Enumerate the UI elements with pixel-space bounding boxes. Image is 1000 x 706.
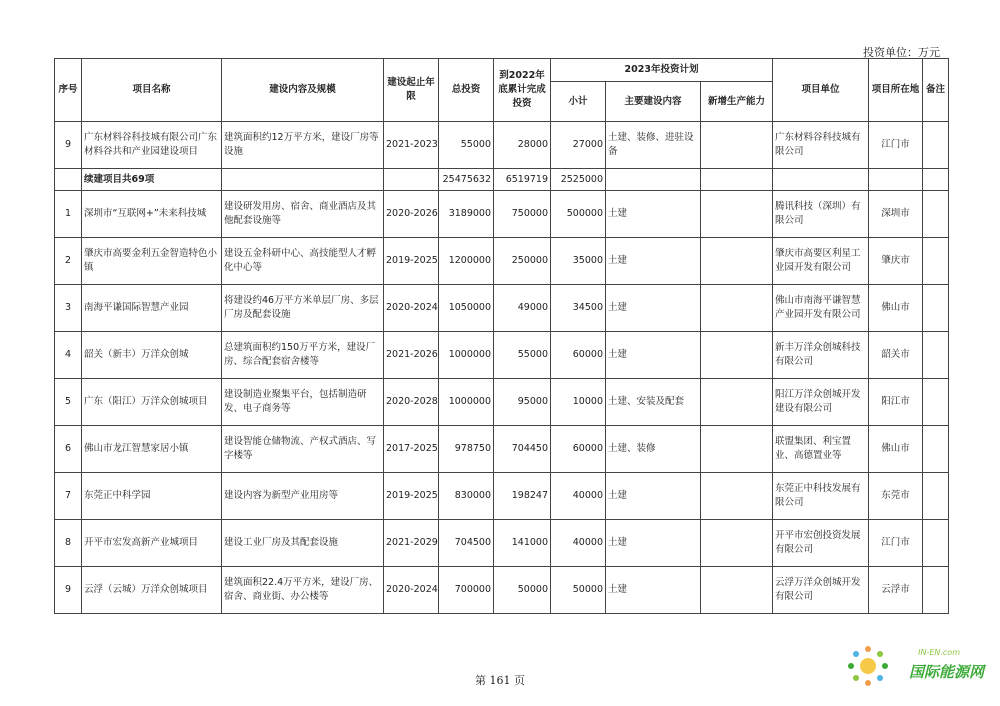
cell-period: 2021-2023 <box>384 122 439 169</box>
cell-unit <box>773 169 869 191</box>
cell-seq: 9 <box>55 122 82 169</box>
cell-subtotal: 34500 <box>551 285 606 332</box>
table-row <box>55 520 949 567</box>
cell-seq: 6 <box>55 426 82 473</box>
cell-location: 江门市 <box>869 520 923 567</box>
cell-capacity <box>701 285 773 332</box>
cell-content: 建设五金科研中心、高技能型人才孵化中心等 <box>222 238 384 285</box>
cell-name: 云浮（云城）万洋众创城项目 <box>82 567 222 614</box>
cell-remark <box>923 285 949 332</box>
cell-main-content <box>606 169 701 191</box>
cell-content: 建设智能仓储物流、产权式酒店、写字楼等 <box>222 426 384 473</box>
cell-content: 建筑面积22.4万平方米，建设厂房、宿舍、商业街、办公楼等 <box>222 567 384 614</box>
cell-main-content: 土建 <box>606 332 701 379</box>
header-main-content: 主要建设内容 <box>606 82 701 122</box>
subtotal-row <box>55 169 949 191</box>
cell-total: 1050000 <box>439 285 494 332</box>
cell-capacity <box>701 238 773 285</box>
cell-unit: 新丰万洋众创城科技有限公司 <box>773 332 869 379</box>
watermark-logo <box>842 640 992 696</box>
cell-subtotal: 35000 <box>551 238 606 285</box>
cell-name: 韶关（新丰）万洋众创城 <box>82 332 222 379</box>
table-row <box>55 379 949 426</box>
cell-subtotal: 50000 <box>551 567 606 614</box>
cell-location: 深圳市 <box>869 191 923 238</box>
cell-period: 2020-2028 <box>384 379 439 426</box>
cell-remark <box>923 567 949 614</box>
cell-content: 建设工业厂房及其配套设施 <box>222 520 384 567</box>
cell-location: 阳江市 <box>869 379 923 426</box>
cell-main-content: 土建 <box>606 473 701 520</box>
cell-name: 南海平谦国际智慧产业园 <box>82 285 222 332</box>
cell-total: 1000000 <box>439 332 494 379</box>
table-row-first <box>55 122 949 169</box>
cell-period: 2019-2025 <box>384 473 439 520</box>
cell-subtotal: 10000 <box>551 379 606 426</box>
cell-remark <box>923 191 949 238</box>
cell-name: 开平市宏发高新产业城项目 <box>82 520 222 567</box>
table-row <box>55 473 949 520</box>
cell-capacity <box>701 169 773 191</box>
cell-total: 55000 <box>439 122 494 169</box>
cell-total: 978750 <box>439 426 494 473</box>
cell-main-content: 土建、装修 <box>606 426 701 473</box>
cell-period: 2020-2026 <box>384 191 439 238</box>
cell-main-content: 土建 <box>606 285 701 332</box>
cell-period: 2019-2025 <box>384 238 439 285</box>
cell-main-content: 土建 <box>606 520 701 567</box>
cell-subtotal: 40000 <box>551 520 606 567</box>
cell-completed: 55000 <box>494 332 551 379</box>
cell-completed: 141000 <box>494 520 551 567</box>
header-unit: 项目单位 <box>773 59 869 122</box>
cell-period: 2021-2029 <box>384 520 439 567</box>
cell-content <box>222 169 384 191</box>
cell-period: 2021-2026 <box>384 332 439 379</box>
cell-remark <box>923 473 949 520</box>
cell-seq: 7 <box>55 473 82 520</box>
cell-capacity <box>701 379 773 426</box>
cell-content: 建筑面积约12万平方米，建设厂房等设施 <box>222 122 384 169</box>
cell-name: 东莞正中科学园 <box>82 473 222 520</box>
page-number: 第 161 页 <box>475 674 525 687</box>
cell-total: 1000000 <box>439 379 494 426</box>
cell-location <box>869 169 923 191</box>
cell-completed: 50000 <box>494 567 551 614</box>
header-capacity: 新增生产能力 <box>701 82 773 122</box>
table-row <box>55 567 949 614</box>
cell-name: 广东材料谷科技城有限公司广东材料谷共和产业园建设项目 <box>82 122 222 169</box>
cell-capacity <box>701 191 773 238</box>
cell-main-content: 土建 <box>606 238 701 285</box>
cell-content: 建设制造业聚集平台，包括制造研发、电子商务等 <box>222 379 384 426</box>
cell-total: 830000 <box>439 473 494 520</box>
header-remark: 备注 <box>923 59 949 122</box>
header-seq: 序号 <box>55 59 82 122</box>
cell-capacity <box>701 332 773 379</box>
sun-logo-icon <box>846 644 890 688</box>
table-row <box>55 238 949 285</box>
cell-unit: 联盟集团、利宝置业、高德置业等 <box>773 426 869 473</box>
cell-main-content: 土建、安装及配套 <box>606 379 701 426</box>
header-subtotal: 小计 <box>551 82 606 122</box>
watermark-url: IN-EN.com <box>918 648 960 657</box>
cell-seq: 3 <box>55 285 82 332</box>
cell-seq: 5 <box>55 379 82 426</box>
cell-location: 东莞市 <box>869 473 923 520</box>
cell-subtotal: 60000 <box>551 426 606 473</box>
cell-unit: 肇庆市高要区利星工业园开发有限公司 <box>773 238 869 285</box>
table-row <box>55 426 949 473</box>
cell-seq: 2 <box>55 238 82 285</box>
cell-completed: 198247 <box>494 473 551 520</box>
header-name: 项目名称 <box>82 59 222 122</box>
cell-capacity <box>701 122 773 169</box>
cell-remark <box>923 332 949 379</box>
table-row <box>55 285 949 332</box>
cell-seq: 9 <box>55 567 82 614</box>
subtotal-label: 续建项目共69项 <box>82 169 222 191</box>
cell-name: 深圳市“互联网+”未来科技城 <box>82 191 222 238</box>
cell-total: 704500 <box>439 520 494 567</box>
cell-seq: 4 <box>55 332 82 379</box>
cell-total: 3189000 <box>439 191 494 238</box>
cell-name: 肇庆市高要金利五金智造特色小镇 <box>82 238 222 285</box>
cell-completed: 28000 <box>494 122 551 169</box>
cell-capacity <box>701 520 773 567</box>
header-plan2023: 2023年投资计划 <box>551 59 773 82</box>
subtotal-total: 25475632 <box>439 169 494 191</box>
table-row <box>55 332 949 379</box>
cell-remark <box>923 238 949 285</box>
unit-note: 投资单位：万元 <box>863 46 940 59</box>
cell-name: 佛山市龙江智慧家居小镇 <box>82 426 222 473</box>
cell-content: 将建设约46万平方米单层厂房、多层厂房及配套设施 <box>222 285 384 332</box>
cell-unit: 阳江万洋众创城开发建设有限公司 <box>773 379 869 426</box>
cell-seq <box>55 169 82 191</box>
cell-subtotal: 500000 <box>551 191 606 238</box>
cell-subtotal: 27000 <box>551 122 606 169</box>
cell-unit: 东莞正中科技发展有限公司 <box>773 473 869 520</box>
cell-capacity <box>701 473 773 520</box>
cell-location: 江门市 <box>869 122 923 169</box>
cell-period: 2017-2025 <box>384 426 439 473</box>
cell-location: 佛山市 <box>869 426 923 473</box>
subtotal-completed: 6519719 <box>494 169 551 191</box>
cell-location: 佛山市 <box>869 285 923 332</box>
cell-content: 总建筑面积约150万平方米，建设厂房、综合配套宿舍楼等 <box>222 332 384 379</box>
table-row <box>55 191 949 238</box>
cell-unit: 广东材料谷科技城有限公司 <box>773 122 869 169</box>
header-location: 项目所在地 <box>869 59 923 122</box>
cell-completed: 750000 <box>494 191 551 238</box>
cell-completed: 704450 <box>494 426 551 473</box>
watermark-text: 国际能源网 <box>908 663 984 681</box>
cell-remark <box>923 379 949 426</box>
cell-total: 700000 <box>439 567 494 614</box>
header-total: 总投资 <box>439 59 494 122</box>
cell-total: 1200000 <box>439 238 494 285</box>
cell-remark <box>923 520 949 567</box>
cell-period <box>384 169 439 191</box>
cell-unit: 云浮万洋众创城开发有限公司 <box>773 567 869 614</box>
cell-seq: 1 <box>55 191 82 238</box>
cell-main-content: 土建、装修、进驻设备 <box>606 122 701 169</box>
cell-subtotal: 40000 <box>551 473 606 520</box>
cell-location: 云浮市 <box>869 567 923 614</box>
cell-content: 建设研发用房、宿舍、商业酒店及其他配套设施等 <box>222 191 384 238</box>
cell-unit: 开平市宏创投资发展有限公司 <box>773 520 869 567</box>
cell-completed: 95000 <box>494 379 551 426</box>
cell-period: 2020-2024 <box>384 285 439 332</box>
cell-completed: 250000 <box>494 238 551 285</box>
header-completed: 到2022年底累计完成投资 <box>494 59 551 122</box>
cell-name: 广东（阳江）万洋众创城项目 <box>82 379 222 426</box>
cell-remark <box>923 122 949 169</box>
cell-completed: 49000 <box>494 285 551 332</box>
cell-remark <box>923 426 949 473</box>
cell-period: 2020-2024 <box>384 567 439 614</box>
cell-unit: 腾讯科技（深圳）有限公司 <box>773 191 869 238</box>
cell-unit: 佛山市南海平谦智慧产业园开发有限公司 <box>773 285 869 332</box>
cell-content: 建设内容为新型产业用房等 <box>222 473 384 520</box>
cell-capacity <box>701 426 773 473</box>
header-content: 建设内容及规模 <box>222 59 384 122</box>
cell-subtotal: 60000 <box>551 332 606 379</box>
cell-remark <box>923 169 949 191</box>
cell-seq: 8 <box>55 520 82 567</box>
header-period: 建设起止年限 <box>384 59 439 122</box>
cell-main-content: 土建 <box>606 191 701 238</box>
cell-capacity <box>701 567 773 614</box>
cell-main-content: 土建 <box>606 567 701 614</box>
cell-location: 韶关市 <box>869 332 923 379</box>
subtotal-plan: 2525000 <box>551 169 606 191</box>
cell-location: 肇庆市 <box>869 238 923 285</box>
investment-table <box>54 58 949 614</box>
